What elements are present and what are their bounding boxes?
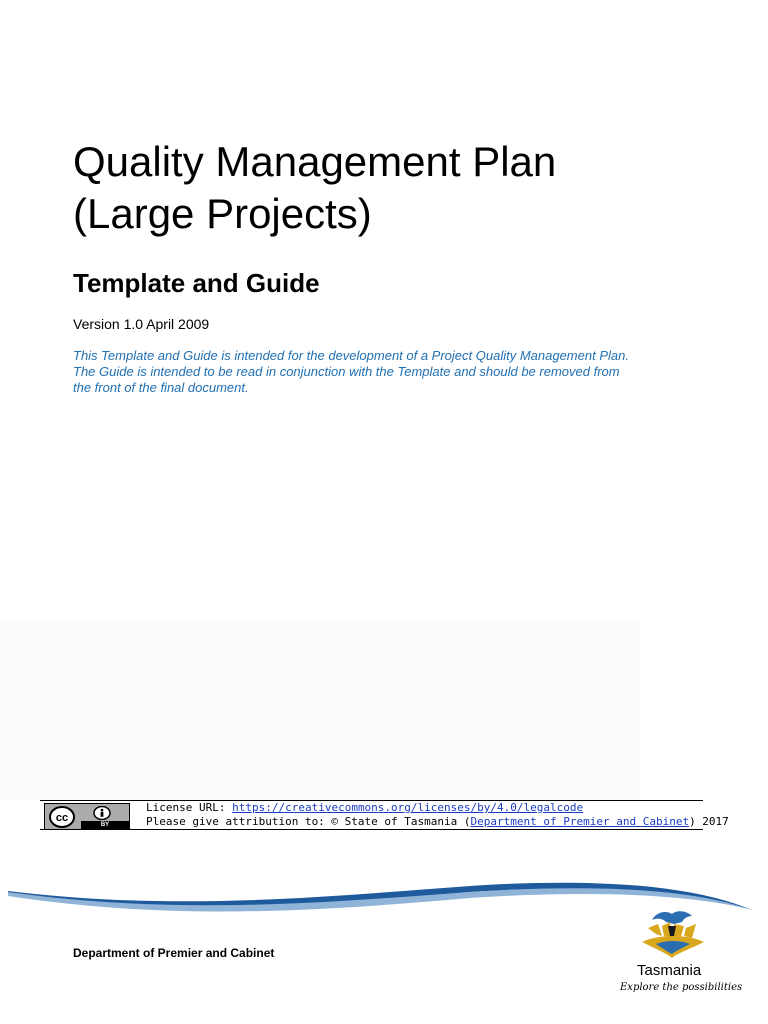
- tasmania-logo: [612, 906, 742, 1002]
- license-url-link[interactable]: https://creativecommons.org/licenses/by/4.0/legalcode: [232, 801, 584, 814]
- tasmania-tiger-logo: [612, 906, 742, 962]
- title-line-1: Quality Management Plan: [73, 138, 557, 185]
- by-label: BY: [81, 821, 129, 829]
- document-title: [73, 136, 713, 240]
- attribution-line: [146, 815, 729, 829]
- document-subtitle: Template and Guide: [73, 268, 320, 298]
- guide-note-line: The Guide is intended to be read in conjunction with the Template and should be removed from: [73, 364, 620, 379]
- guide-note-line: the front of the final document.: [73, 380, 249, 395]
- attribution-link[interactable]: Department of Premier and Cabinet: [470, 815, 690, 828]
- license-bar: [40, 800, 729, 830]
- version-text: Version 1.0 April 2009: [73, 316, 210, 332]
- tasmania-tagline: Explore the possibilities: [620, 982, 743, 993]
- license-url-line: [146, 801, 729, 815]
- guide-note-line: This Template and Guide is intended for the development of a Project Quality Management Plan.: [73, 348, 629, 363]
- footer-department: Department of Premier and Cabinet: [73, 946, 275, 960]
- blank-panel: [0, 620, 640, 800]
- license-url-label: License URL:: [146, 801, 226, 814]
- attribution-prefix: Please give attribution to: © State of Tasmania (: [146, 815, 471, 828]
- attribution-person-icon: [93, 806, 111, 820]
- cc-icon: [49, 806, 75, 828]
- tasmania-name: Tasmania: [637, 962, 702, 979]
- license-text: [146, 801, 729, 829]
- cc-badge-text: cc: [55, 812, 69, 824]
- guide-note: [73, 348, 713, 396]
- attribution-suffix: ) 2017: [689, 815, 729, 828]
- creative-commons-by-icon[interactable]: [44, 803, 130, 830]
- title-line-2: (Large Projects): [73, 190, 372, 237]
